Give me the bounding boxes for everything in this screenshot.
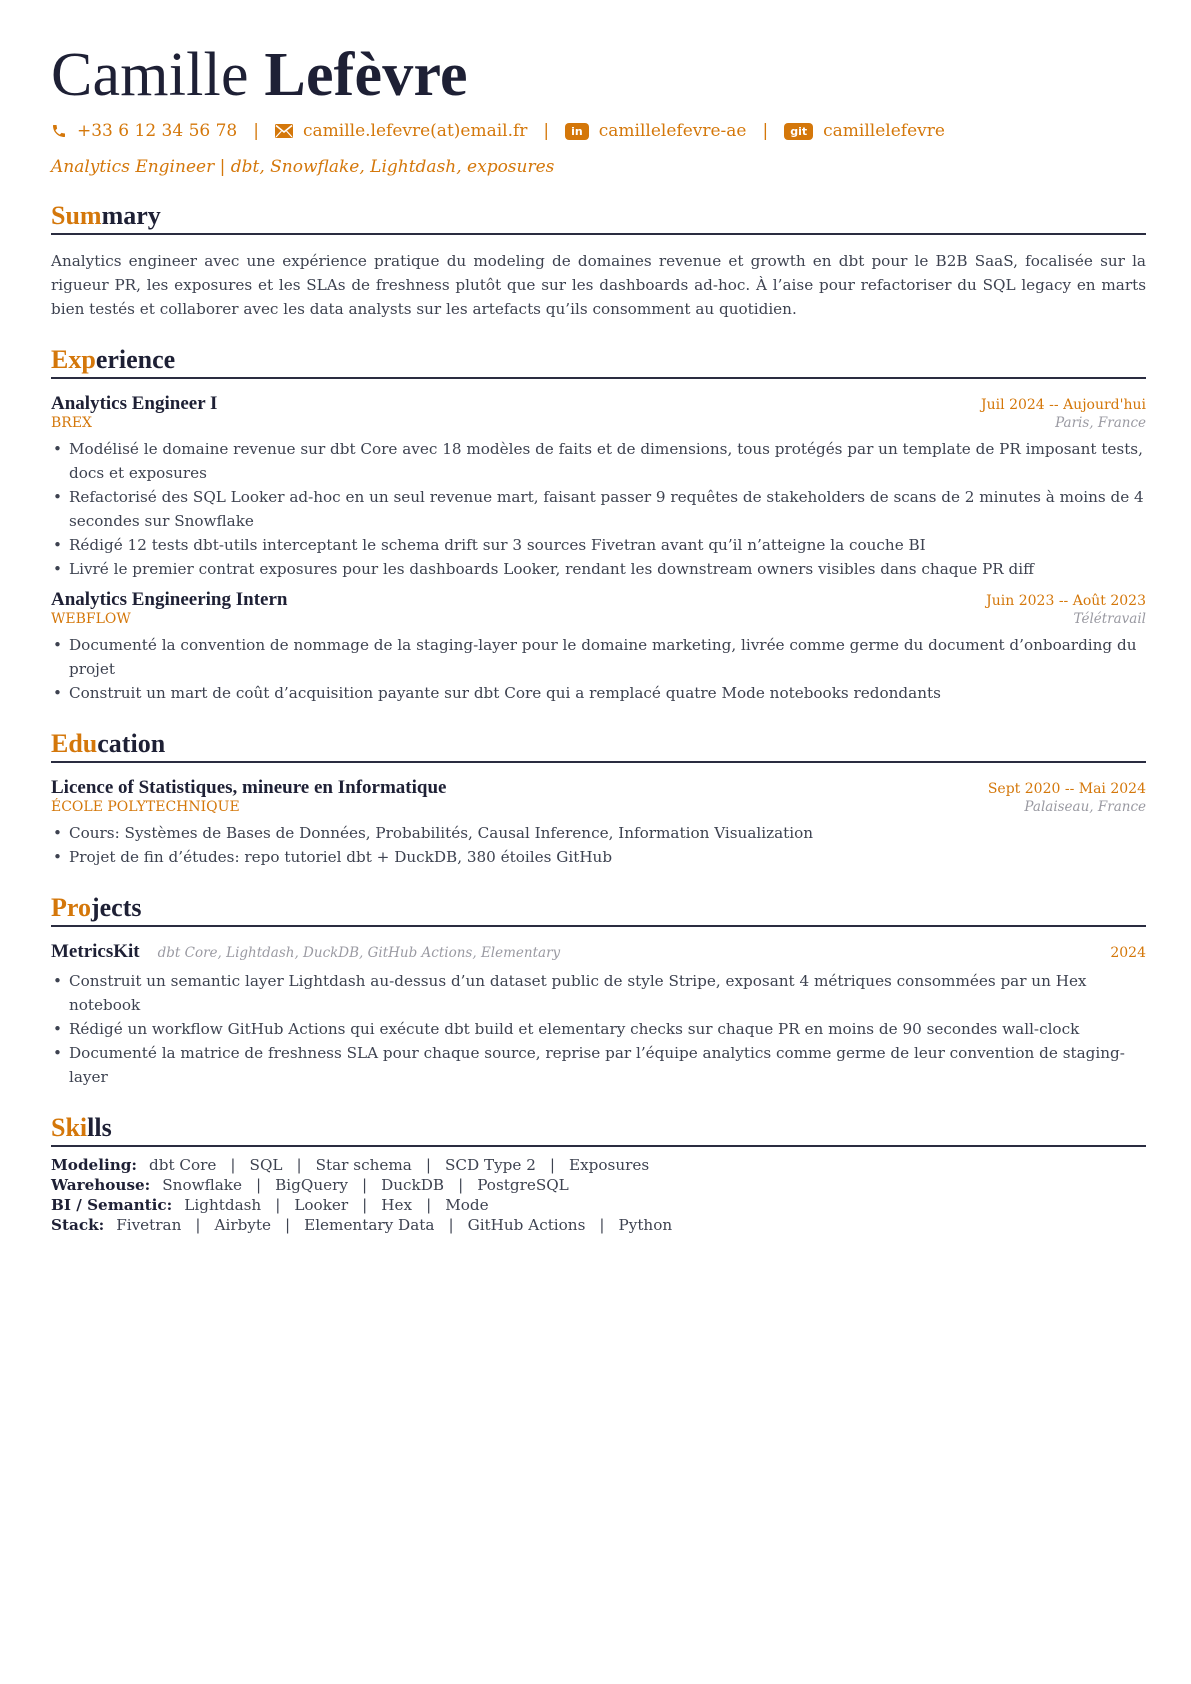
- skill-item: Fivetran: [116, 1216, 182, 1234]
- job-location: Télétravail: [1073, 611, 1146, 627]
- skill-item: BigQuery: [275, 1176, 348, 1194]
- skill-item: dbt Core: [149, 1156, 217, 1174]
- list-item: • Rédigé un workflow GitHub Actions qui exécute dbt build et elementary checks sur chaque PR en moins de 90 secondes wall-clock: [51, 1017, 1146, 1041]
- skill-separator: |: [256, 1176, 262, 1194]
- experience-section: [51, 345, 1146, 705]
- job-title: Analytics Engineer I: [51, 393, 218, 414]
- phone-icon: [51, 123, 67, 139]
- skill-category: Stack:: [51, 1216, 105, 1234]
- section-title: Projects: [51, 893, 1146, 927]
- section-title: Summary: [51, 201, 1146, 235]
- tagline: Analytics Engineer | dbt, Snowflake, Lightdash, exposures: [51, 157, 555, 177]
- skill-item: Snowflake: [162, 1176, 242, 1194]
- section-title: Skills: [51, 1113, 1146, 1147]
- skill-item: DuckDB: [381, 1176, 445, 1194]
- list-item: • Livré le premier contrat exposures pour les dashboards Looker, rendant les downstream owners visibles dans chaque PR diff: [51, 557, 1146, 581]
- skill-item: SQL: [249, 1156, 283, 1174]
- linkedin-handle: camillelefevre-ae: [598, 121, 747, 141]
- project-name: MetricsKit: [51, 941, 140, 962]
- education-section: [51, 729, 1146, 869]
- experience-entry: [51, 393, 1146, 581]
- skill-separator: |: [296, 1156, 302, 1174]
- skill-category: Warehouse:: [51, 1176, 151, 1194]
- list-item: • Projet de fin d’études: repo tutoriel dbt + DuckDB, 380 étoiles GitHub: [51, 845, 1146, 869]
- degree-title: Licence of Statistiques, mineure en Informatique: [51, 777, 447, 798]
- skill-separator: |: [284, 1216, 291, 1234]
- job-dates: Juil 2024 -- Aujourd'hui: [981, 397, 1146, 413]
- list-item: • Modélisé le domaine revenue sur dbt Core avec 18 modèles de faits et de dimensions, tous protégés par un template de PR imposant tests, docs et exposures: [51, 437, 1146, 485]
- experience-entry: [51, 589, 1146, 705]
- contact-github[interactable]: [784, 121, 945, 141]
- job-title: Analytics Engineering Intern: [51, 589, 288, 610]
- skill-item: Elementary Data: [304, 1216, 435, 1234]
- bullet-list: [51, 969, 1146, 1089]
- skill-row: [51, 1155, 1146, 1175]
- project-tech: dbt Core, Lightdash, DuckDB, GitHub Actions, Elementary: [157, 945, 561, 961]
- skill-separator: |: [426, 1196, 432, 1214]
- list-item: • Cours: Systèmes de Bases de Données, Probabilités, Causal Inference, Information Visualization: [51, 821, 1146, 845]
- job-dates: Juin 2023 -- Août 2023: [986, 593, 1146, 609]
- last-name: Lefèvre: [264, 41, 468, 109]
- list-item: • Refactorisé des SQL Looker ad-hoc en un seul revenue mart, faisant passer 9 requêtes de stakeholders de scans de 2 minutes à moins de 4 secondes sur Snowflake: [51, 485, 1146, 533]
- skill-item: Airbyte: [214, 1216, 271, 1234]
- phone-number: +33 6 12 34 56 78: [77, 121, 238, 141]
- bullet-list: [51, 633, 1146, 705]
- github-handle: camillelefevre: [823, 121, 945, 141]
- job-location: Paris, France: [1055, 415, 1146, 431]
- skill-category: BI / Semantic:: [51, 1196, 173, 1214]
- skill-item: Hex: [381, 1196, 413, 1214]
- skill-separator: |: [599, 1216, 605, 1234]
- skill-item: Mode: [445, 1196, 489, 1214]
- section-title: Experience: [51, 345, 1146, 379]
- skill-separator: |: [425, 1156, 431, 1174]
- contact-separator: |: [253, 121, 259, 141]
- skill-separator: |: [448, 1216, 454, 1234]
- school-name: ÉCOLE POLYTECHNIQUE: [51, 799, 240, 815]
- candidate-name: [51, 40, 1146, 110]
- company-name: BREX: [51, 415, 93, 431]
- skill-item: GitHub Actions: [467, 1216, 586, 1234]
- list-item: • Rédigé 12 tests dbt-utils interceptant le schema drift sur 3 sources Fivetran avant qu’il n’atteigne la couche BI: [51, 533, 1146, 557]
- contact-separator: |: [543, 121, 550, 141]
- skills-section: [51, 1113, 1146, 1235]
- skill-separator: |: [362, 1196, 368, 1214]
- skill-row: [51, 1195, 1146, 1215]
- skills-list: [51, 1155, 1146, 1235]
- list-item: • Construit un mart de coût d’acquisition payante sur dbt Core qui a remplacé quatre Mode notebooks redondants: [51, 681, 1146, 705]
- skill-separator: |: [361, 1176, 368, 1194]
- bullet-list: [51, 821, 1146, 869]
- education-entry: [51, 777, 1146, 869]
- list-item: • Construit un semantic layer Lightdash au-dessus d’un dataset public de style Stripe, exposant 4 métriques consommées par un Hex notebook: [51, 969, 1146, 1017]
- company-name: WEBFLOW: [51, 611, 131, 627]
- skill-item: Lightdash: [184, 1196, 262, 1214]
- skill-category: Modeling:: [51, 1156, 138, 1174]
- contact-separator: |: [762, 121, 769, 141]
- contact-email[interactable]: [275, 121, 527, 141]
- project-date: 2024: [1110, 945, 1146, 961]
- section-title: Education: [51, 729, 1146, 763]
- skill-item: Looker: [294, 1196, 349, 1214]
- school-location: Palaiseau, France: [1024, 799, 1146, 815]
- skill-item: Star schema: [315, 1156, 412, 1174]
- summary-text: Analytics engineer avec une expérience pratique du modeling de domaines revenue et growth en dbt pour le B2B SaaS, focalisée sur la rigueur PR, les exposures et les SLAs de freshness plutôt que sur les dashboards ad-hoc. À l’aise pour refactoriser du SQL legacy en marts bien testés et collaborer avec les data analysts sur les artefacts qu’ils consomment au quotidien.: [51, 252, 1146, 318]
- skill-item: PostgreSQL: [477, 1176, 569, 1194]
- email-address: camille.lefevre(at)email.fr: [302, 121, 528, 141]
- envelope-icon: [275, 124, 293, 138]
- contact-bar: [51, 120, 1146, 142]
- summary-section: [51, 201, 1146, 321]
- skill-item: SCD Type 2: [444, 1156, 536, 1174]
- github-icon: git: [784, 123, 813, 140]
- skill-separator: |: [195, 1216, 201, 1234]
- projects-section: [51, 893, 1146, 1089]
- list-item: • Documenté la matrice de freshness SLA pour chaque source, reprise par l’équipe analytics comme germe de leur convention de staging-layer: [51, 1041, 1146, 1089]
- skill-item: Python: [618, 1216, 673, 1234]
- skill-row: [51, 1215, 1146, 1235]
- education-dates: Sept 2020 -- Mai 2024: [987, 781, 1146, 797]
- skill-separator: |: [458, 1176, 464, 1194]
- skill-row: [51, 1175, 1146, 1195]
- contact-phone[interactable]: [51, 121, 237, 141]
- skill-separator: |: [275, 1196, 281, 1214]
- project-entry: [51, 941, 1146, 1089]
- linkedin-icon: in: [565, 123, 589, 140]
- bullet-list: [51, 437, 1146, 581]
- list-item: • Documenté la convention de nommage de la staging-layer pour le domaine marketing, livrée comme germe du document d’onboarding du projet: [51, 633, 1146, 681]
- skill-separator: |: [549, 1156, 556, 1174]
- skill-separator: |: [230, 1156, 236, 1174]
- skill-item: Exposures: [569, 1156, 650, 1174]
- contact-linkedin[interactable]: [565, 121, 746, 141]
- first-name: Camille: [51, 41, 249, 109]
- resume-page: [51, 40, 1146, 1235]
